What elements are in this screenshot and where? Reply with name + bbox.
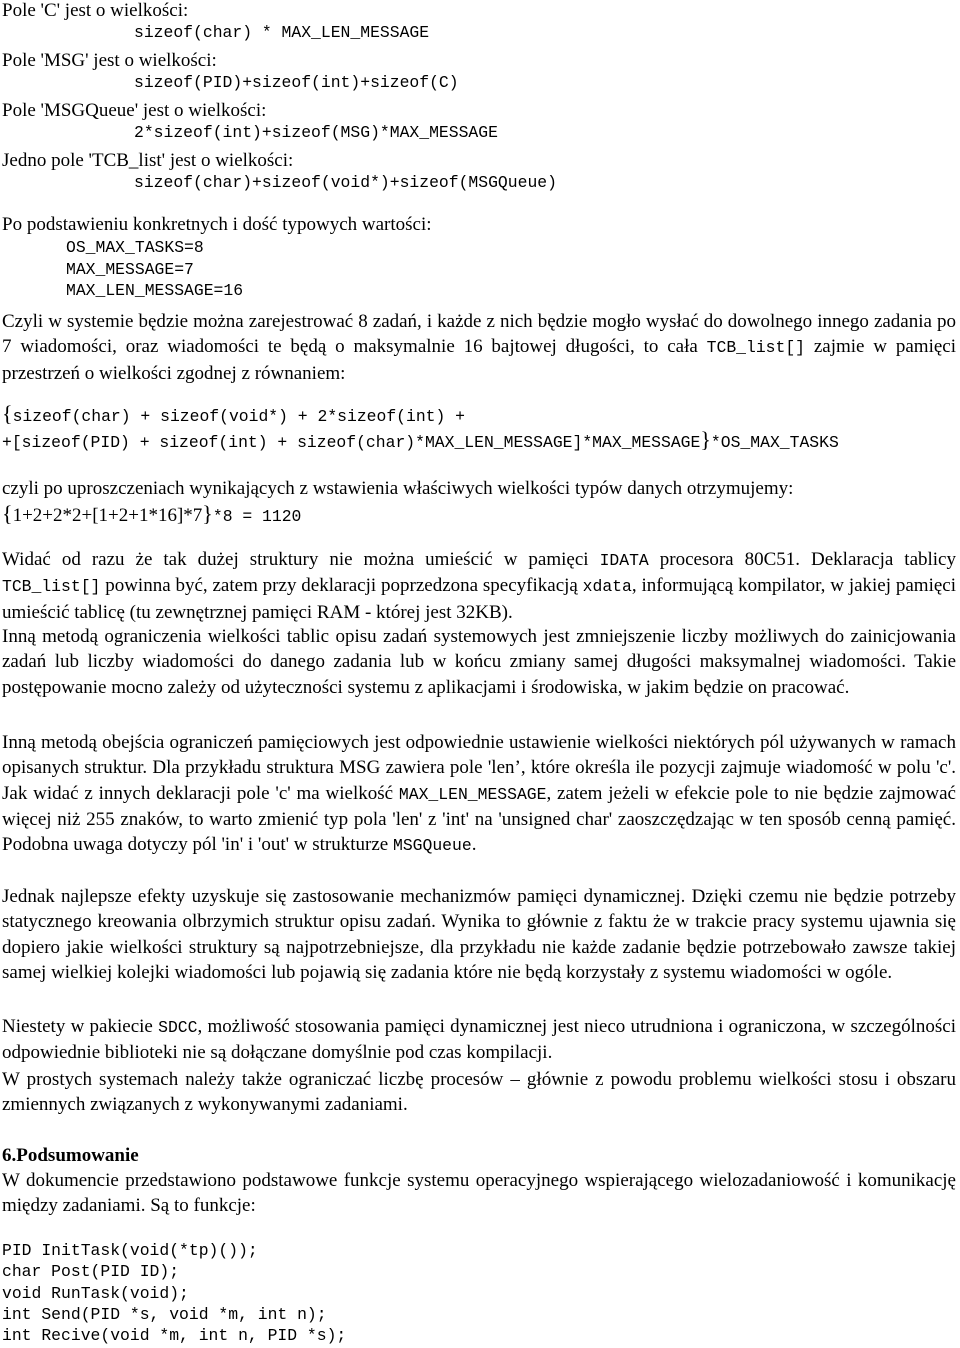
p3-text-c: powinna być, zatem przy deklaracji poprzedzona specyfikacją bbox=[100, 575, 583, 597]
size-expr-msgqueue: 2*sizeof(int)+sizeof(MSG)*MAX_MESSAGE bbox=[134, 123, 498, 142]
p5-text-a: Inną metodą obejścia ograniczeń pamięciowych jest odpowiednie ustawienie wielkości niektórych pól używanych w ramach opisanych struktur. Dla przykładu struktura MSG zawiera pole 'len’, które określa ile pozycji zajmuje wiadomość w polu 'c'. Jak widać z innych deklaracji pole 'c' ma wielkość bbox=[2, 732, 956, 804]
size-label-msgqueue: Pole 'MSGQueue' jest o wielkości: bbox=[2, 100, 267, 121]
subst-line-message: MAX_MESSAGE=7 bbox=[66, 259, 194, 279]
p3-code-tcb: TCB_list[] bbox=[2, 577, 101, 597]
subst-label: Po podstawieniu konkretnych i dość typowych wartości: bbox=[2, 214, 432, 235]
p7-text-a: Niestety w pakiecie bbox=[2, 1016, 159, 1037]
size-label-tcb: Jedno pole 'TCB_list' jest o wielkości: bbox=[2, 150, 294, 171]
size-label-msg: Pole 'MSG' jest o wielkości: bbox=[2, 50, 217, 71]
paragraph-4: Inną metodą ograniczenia wielkości tablic opisu zadań systemowych jest zmniejszenie liczby możliwych do zainicjowania zadań lub liczby wiadomości do danego zadania lub w końcu zmiany samej długości maksymalnej wiadomości. Takie postępowanie mocno zależy od użyteczności systemu z aplikacjami i środowiska, w jakim będzie on pracować. bbox=[2, 626, 956, 698]
equation-block bbox=[2, 402, 960, 454]
p1-text-b: zajmie w pamięci przestrzeń o wielkości zgodnej z równaniem: bbox=[2, 336, 956, 384]
p7-text-b: , możliwość stosowania pamięci dynamicznej jest nieco utrudniona i ograniczona, w szczególności odpowiednie biblioteki nie są dołączane domyślnie pod czas kompilacji. bbox=[2, 1016, 956, 1064]
paragraph-3 bbox=[2, 547, 956, 625]
size-label-c: Pole 'C' jest o wielkości: bbox=[2, 0, 189, 21]
p2-open-brace: { bbox=[2, 501, 13, 526]
equation-part-2: +[sizeof(PID) + sizeof(int) + sizeof(char)*MAX_LEN_MESSAGE]*MAX_MESSAGE bbox=[2, 433, 701, 452]
function-recive: int Recive(void *m, int n, PID *s); bbox=[2, 1326, 347, 1346]
function-send: int Send(PID *s, void *m, int n); bbox=[2, 1304, 327, 1324]
equation-tail: *OS_MAX_TASKS bbox=[710, 433, 839, 452]
paragraph-1 bbox=[2, 309, 956, 386]
function-post: char Post(PID ID); bbox=[2, 1262, 180, 1282]
paragraph-5 bbox=[2, 730, 956, 858]
equation-open-brace: { bbox=[2, 401, 13, 426]
p2-text: czyli po uproszczeniach wynikających z wstawienia właściwych wielkości typów danych otrzymujemy: bbox=[2, 478, 794, 499]
p3-text-d: , informującą kompilator, w jakiej pamięci umieścić tablicę (tu zewnętrznej pamięci RAM - której jest 32KB). bbox=[2, 575, 956, 623]
substitution-block bbox=[2, 212, 956, 302]
equation-part-1: sizeof(char) + sizeof(void*) + 2*sizeof(int) + bbox=[12, 407, 466, 426]
paragraph-2 bbox=[2, 476, 956, 529]
section-heading: 6.Podsumowanie bbox=[2, 1145, 139, 1166]
p7-code-sdcc: SDCC bbox=[158, 1018, 198, 1037]
p3-text-b: procesora 80C51. Deklaracja tablicy bbox=[648, 549, 956, 570]
p5-code-msgqueue: MSGQueue bbox=[392, 836, 472, 856]
p2-formula-mid: 1+2+2*2+[1+2+1*16]*7 bbox=[12, 505, 203, 526]
p5-code-maxlen: MAX_LEN_MESSAGE bbox=[398, 784, 547, 804]
p2-formula-tail: *8 = 1120 bbox=[212, 507, 302, 526]
paragraph-6: Jednak najlepsze efekty uzyskuje się zastosowanie mechanizmów pamięci dynamicznej. Dzięki czemu nie będzie potrzeby statycznego kreowania olbrzymich struktur opisu zadań. Wynika to głównie z faktu że w trakcie pracy systemu ujawnia się dopiero jakie wielkości struktury są najpotrzebniejsze, dla przykładu nie każde zadanie będzie potrzebowało zawsze takiej samej wielkiej kolejki wiadomości lub pojawią się zadania które nie będą korzystały z systemu wiadomości w ogóle. bbox=[2, 886, 956, 983]
equation-line-1 bbox=[2, 402, 960, 429]
size-expr-msg: sizeof(PID)+sizeof(int)+sizeof(C) bbox=[134, 73, 459, 92]
size-expr-c: sizeof(char) * MAX_LEN_MESSAGE bbox=[134, 23, 430, 42]
subst-line-tasks: OS_MAX_TASKS=8 bbox=[66, 238, 204, 257]
subst-line-len: MAX_LEN_MESSAGE=16 bbox=[66, 281, 244, 300]
p2-close-brace: } bbox=[202, 501, 213, 526]
p1-text-a: Czyli w systemie będzie można zarejestrować 8 zadań, i każde z nich będzie mogło wysłać do dowolnego innego zadania po 7 wiadomości, oraz wiadomości te będą o maksymalnie 16 bajtowej długości, to cała bbox=[2, 311, 956, 358]
p3-text-a: Widać od razu że tak dużej struktury nie można umieścić w pamięci bbox=[2, 549, 600, 570]
section-paragraph: W dokumencie przedstawiono podstawowe funkcje systemu operacyjnego wspierającego wielozadaniowość i komunikację między zadaniami. Są to funkcje: bbox=[2, 1170, 956, 1217]
p5-text-c: . bbox=[471, 834, 477, 856]
sizes-block bbox=[2, 0, 956, 195]
p3-code-idata: IDATA bbox=[599, 551, 649, 570]
p5-text-b: , zatem jeżeli w efekcie pole to nie będzie zajmować więcej niż 255 znaków, to warto zmienić typ pola 'len' z 'int' na 'unsigned char' zaoszczędzając w ten sposób cenną pamięć. Podobna uwaga dotyczy pól 'in' i 'out' w strukturze bbox=[2, 782, 956, 856]
paragraph-7 bbox=[2, 1014, 956, 1066]
function-run-task: void RunTask(void); bbox=[2, 1283, 189, 1303]
p2-formula bbox=[2, 501, 956, 529]
p1-code-tcb: TCB_list[] bbox=[706, 338, 806, 358]
equation-close-brace: } bbox=[700, 427, 711, 452]
function-init-task: PID InitTask(void(*tp)()); bbox=[2, 1241, 258, 1260]
p3-code-xdata: xdata bbox=[582, 577, 632, 597]
size-expr-tcb: sizeof(char)+sizeof(void*)+sizeof(MSGQueue) bbox=[134, 173, 557, 192]
equation-line-2 bbox=[2, 429, 960, 454]
paragraph-8: W prostych systemach należy także ograniczać liczbę procesów – głównie z powodu problemu wielkości stosu i obszaru zmiennych związanych z wykonywanymi zadaniami. bbox=[2, 1069, 956, 1116]
function-list bbox=[2, 1240, 956, 1346]
